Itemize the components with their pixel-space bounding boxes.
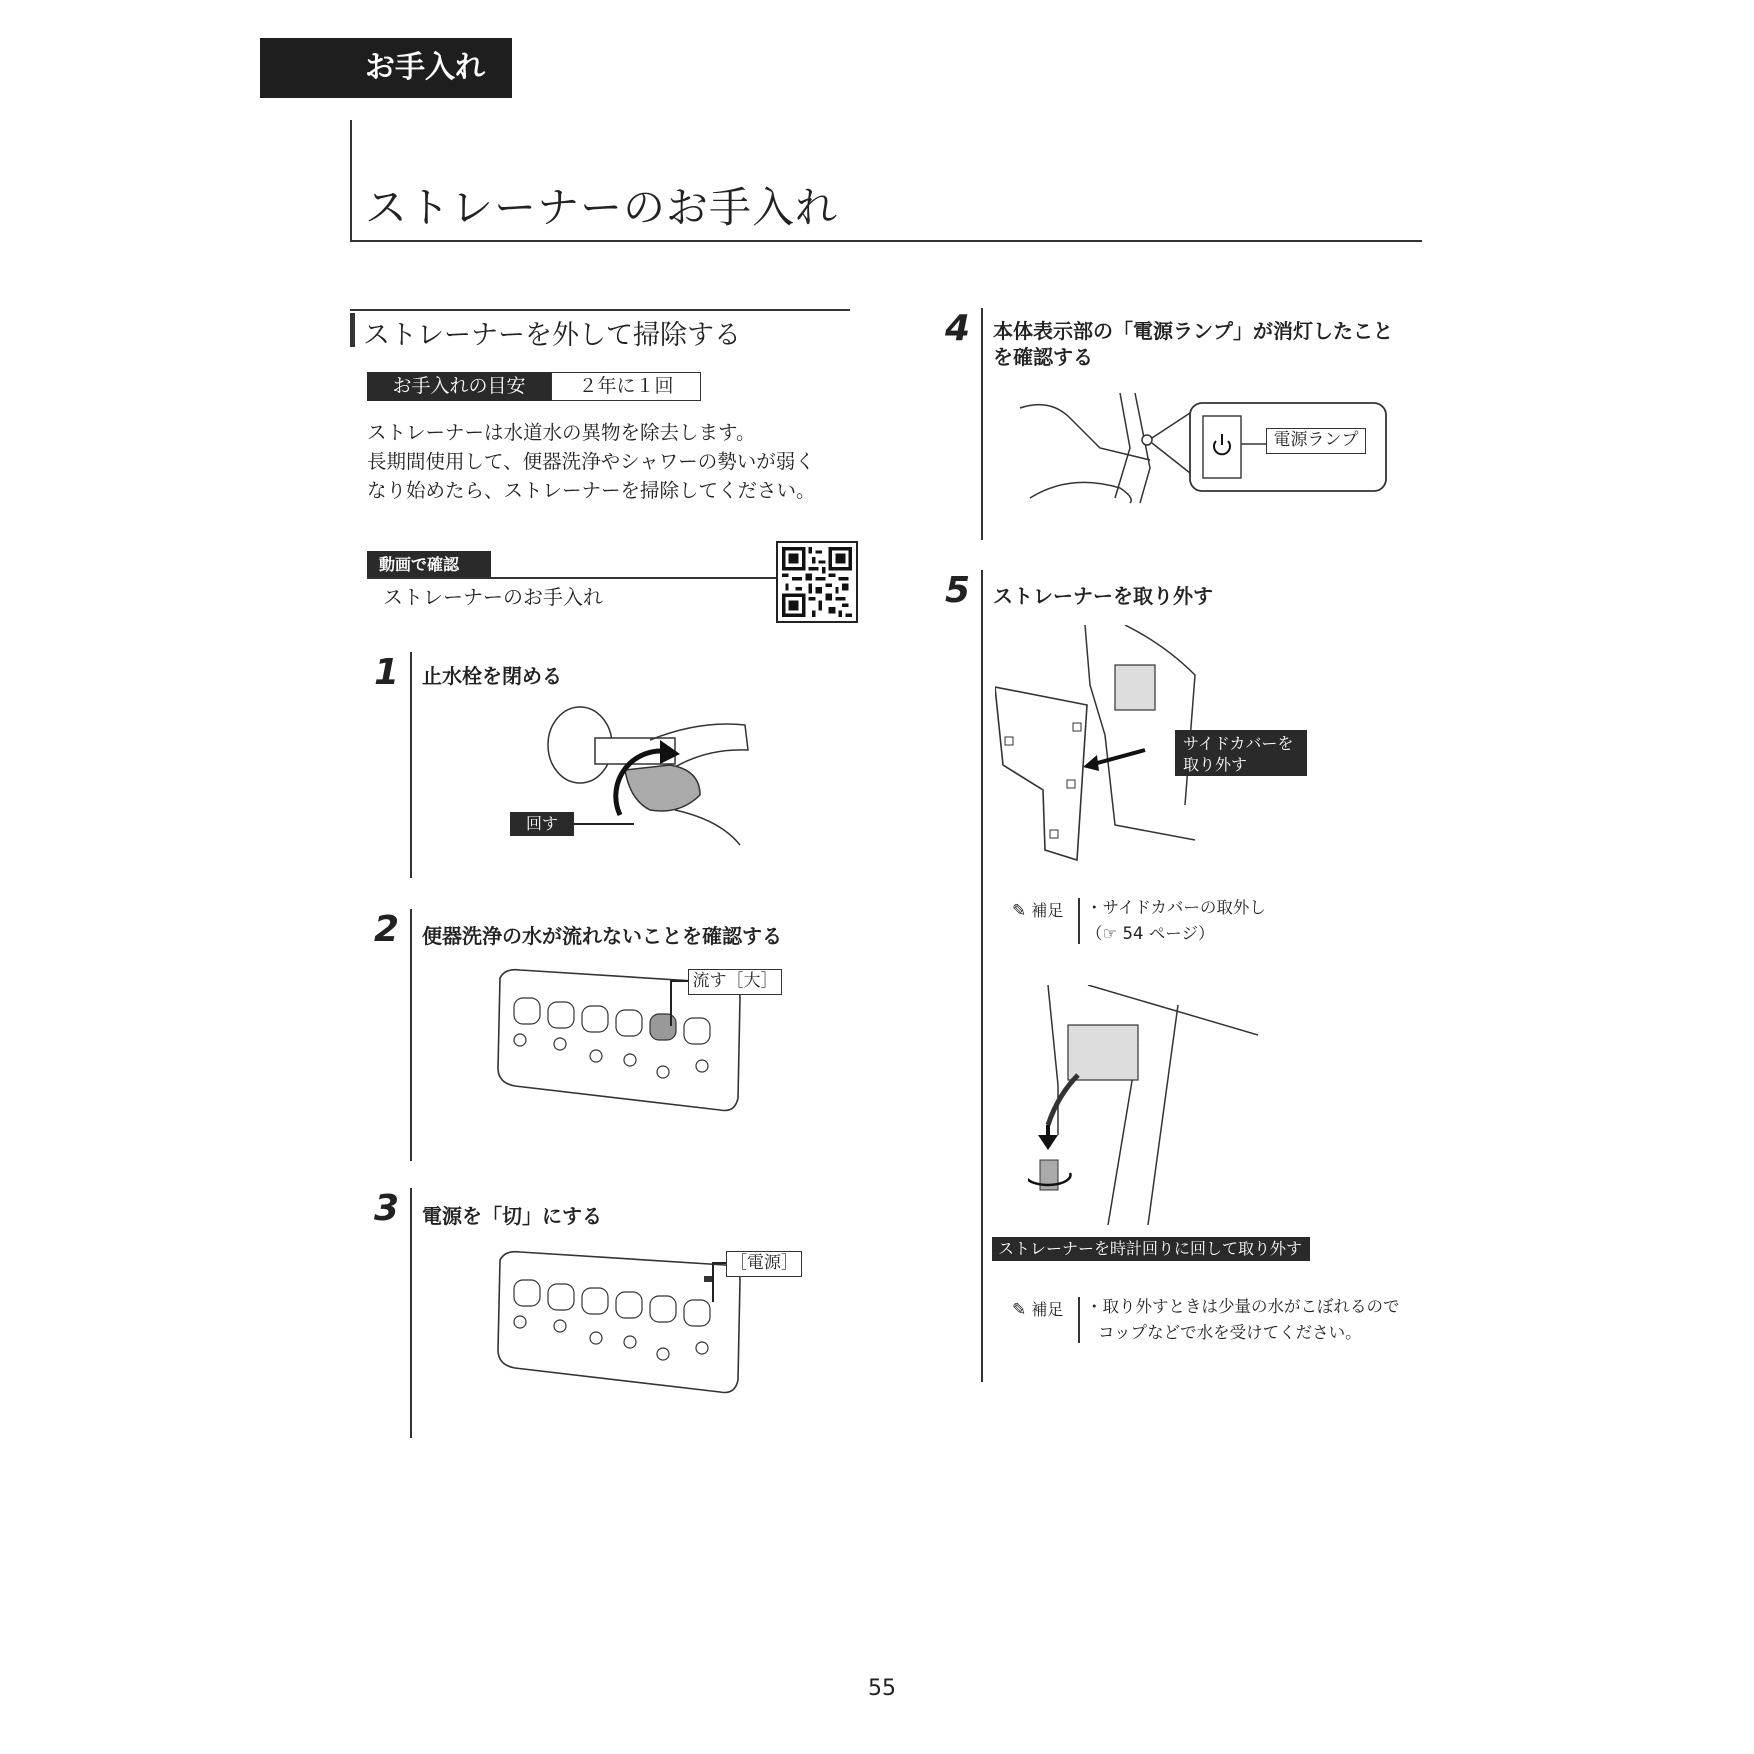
note-2: [1012, 1297, 1063, 1320]
step-4-number: 4: [945, 308, 971, 349]
title-rule-vertical: [350, 120, 352, 242]
step-4-title-line: 本体表示部の「電源ランプ」が消灯したこと: [993, 319, 1393, 343]
note-1-line[interactable]: （☞ 54 ページ）: [1086, 924, 1215, 943]
subsection-rule: [350, 309, 850, 311]
video-title[interactable]: ストレーナーのお手入れ: [383, 585, 603, 609]
maintenance-guide-value: ２年に１回: [551, 372, 701, 401]
step-3-number: 3: [374, 1188, 400, 1229]
step-3-rule: [410, 1188, 412, 1438]
strainer-removal-illustration: [1028, 985, 1258, 1225]
step-1-rule: [410, 652, 412, 878]
intro-line: ストレーナーは水道水の異物を除去します。: [367, 421, 756, 444]
step-2-leader-h: [670, 980, 688, 982]
step-2-rule: [410, 909, 412, 1161]
note-1-rule: [1078, 898, 1080, 944]
step-5-cover-callout-line: 取り外す: [1183, 755, 1248, 774]
step-5-cover-callout-line: サイドカバーを: [1183, 734, 1294, 753]
step-5-cover-callout: [1175, 730, 1307, 776]
step-2-leader: [670, 980, 672, 1026]
step-1-leader: [574, 823, 634, 825]
step-3-callout: ［電源］: [726, 1251, 802, 1277]
note-1-label: 補足: [1031, 901, 1064, 920]
page-number: 55: [868, 1676, 896, 1701]
step-4-title-line: を確認する: [993, 345, 1093, 369]
remote-control-power-illustration: [490, 1250, 745, 1402]
note-2-text: [1086, 1294, 1400, 1346]
subsection-heading: ストレーナーを外して掃除する: [363, 320, 741, 351]
title-rule-horizontal: [350, 240, 1422, 242]
page-title: ストレーナーのお手入れ: [365, 183, 839, 232]
qr-code-icon[interactable]: [776, 541, 858, 623]
video-rule: [367, 577, 777, 579]
step-3-leader: [712, 1262, 714, 1302]
step-2-number: 2: [374, 909, 400, 950]
note-2-line: コップなどで水を受けてください。: [1098, 1323, 1362, 1342]
step-2-title: 便器洗浄の水が流れないことを確認する: [422, 924, 782, 948]
video-tag: 動画で確認: [367, 551, 491, 578]
note-2-line: ・取り外すときは少量の水がこぼれるので: [1086, 1297, 1400, 1316]
step-3-title: 電源を「切」にする: [422, 1204, 602, 1228]
intro-line: 長期間使用して、便器洗浄やシャワーの勢いが弱く: [367, 450, 815, 473]
intro-line: なり始めたら、ストレーナーを掃除してください。: [367, 479, 816, 502]
step-2-callout: 流す［大］: [688, 969, 782, 995]
step-5-strainer-callout: ストレーナーを時計回りに回して取り外す: [992, 1237, 1310, 1261]
step-4-callout: 電源ランプ: [1266, 428, 1366, 454]
note-2-rule: [1078, 1297, 1080, 1343]
step-4-title: [993, 318, 1393, 370]
note-1-line: ・サイドカバーの取外し: [1086, 898, 1266, 917]
pencil-icon: ✎: [1012, 1300, 1027, 1320]
intro-text: [367, 418, 867, 505]
maintenance-guide-label: お手入れの目安: [367, 372, 551, 401]
subsection-marker: [350, 313, 355, 347]
step-1-number: 1: [374, 652, 400, 693]
note-1-text: [1086, 895, 1266, 947]
note-1: [1012, 898, 1063, 921]
step-1-title: 止水栓を閉める: [422, 664, 562, 688]
note-2-label: 補足: [1031, 1300, 1064, 1319]
pencil-icon: ✎: [1012, 901, 1027, 921]
step-5-number: 5: [945, 570, 971, 611]
step-4-rule: [981, 308, 983, 540]
side-cover-illustration: [995, 625, 1205, 865]
step-5-title: ストレーナーを取り外す: [993, 584, 1213, 608]
step-5-rule: [981, 570, 983, 1382]
step-1-callout: 回す: [510, 812, 574, 836]
section-tab: お手入れ: [260, 38, 512, 98]
